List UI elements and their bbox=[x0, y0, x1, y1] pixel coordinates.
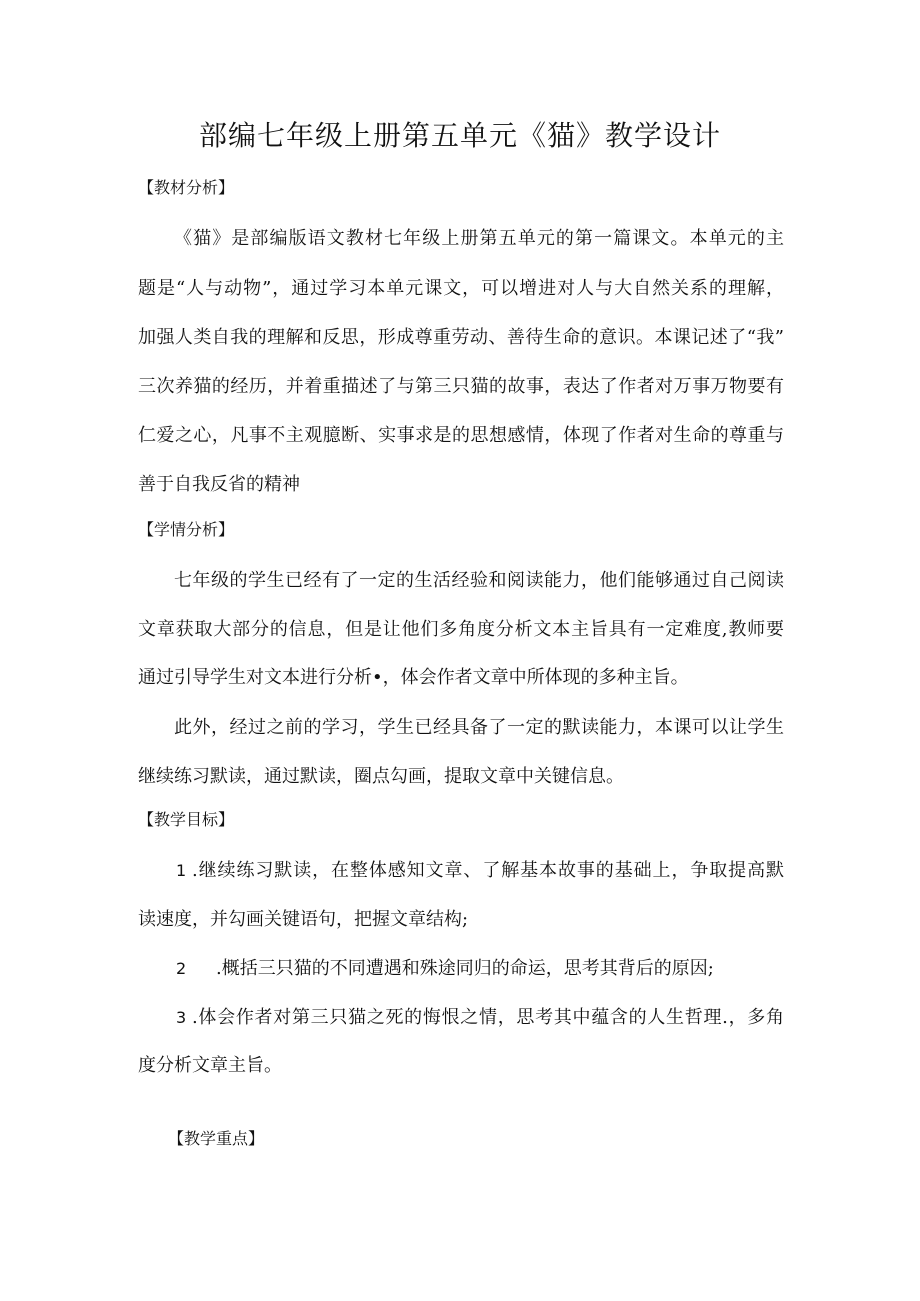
section-heading-focus: 【教学重点】 bbox=[168, 1129, 265, 1148]
section-heading-material: 【教材分析】 bbox=[138, 178, 235, 197]
goal-text-1: .继续练习默读，在整体感知文章、了解基本故事的基础上，争取提高默 bbox=[192, 860, 784, 881]
paragraph-line: 三次养猫的经历，并着重描述了与第三只猫的故事，表达了作者对万事万物要有 bbox=[138, 376, 784, 397]
paragraph-line: 题是“人与动物”，通过学习本单元课文，可以增进对人与大自然关系的理解， bbox=[138, 278, 784, 299]
document-title: 部编七年级上册第五单元《猫》教学设计 bbox=[198, 119, 721, 152]
paragraph-line: 文章获取大部分的信息，但是让他们多角度分析文本主旨具有一定难度,教师要 bbox=[138, 619, 784, 640]
section-heading-students: 【学情分析】 bbox=[138, 520, 235, 539]
paragraph-line: 继续练习默读，通过默读，圈点勾画，提取文章中关键信息。 bbox=[138, 766, 624, 787]
goal-text-2: .概括三只猫的不同遭遇和殊途同归的命运，思考其背后的原因; bbox=[216, 958, 714, 979]
paragraph-line: 通过引导学生对文本进行分析•，体会作者文章中所体现的多种主旨。 bbox=[138, 667, 689, 688]
goal-number-1: 1 bbox=[176, 861, 187, 880]
goal-text-3-continued: 度分析文章主旨。 bbox=[138, 1055, 282, 1076]
goal-number-2: 2 bbox=[176, 959, 187, 978]
paragraph-line: 此外，经过之前的学习，学生已经具备了一定的默读能力，本课可以让学生 bbox=[174, 717, 784, 738]
paragraph-line: 善于自我反省的精神 bbox=[138, 474, 300, 495]
paragraph-line: 七年级的学生已经有了一定的生活经验和阅读能力，他们能够通过自己阅读 bbox=[174, 570, 784, 591]
paragraph-line: 《猫》是部编版语文教材七年级上册第五单元的第一篇课文。本单元的主 bbox=[174, 228, 784, 249]
goal-text-3: .体会作者对第三只猫之死的悔恨之情，思考其中蕴含的人生哲理.，多角 bbox=[192, 1007, 784, 1028]
paragraph-line: 仁爱之心，凡事不主观臆断、实事求是的思想感情，体现了作者对生命的尊重与 bbox=[138, 425, 784, 446]
section-heading-goals: 【教学目标】 bbox=[138, 810, 235, 829]
paragraph-line: 加强人类自我的理解和反思，形成尊重劳动、善待生命的意识。本课记述了“我” bbox=[138, 327, 784, 348]
goal-text-1-continued: 读速度，并勾画关键语句，把握文章结构; bbox=[138, 909, 469, 930]
goal-number-3: 3 bbox=[176, 1008, 187, 1027]
